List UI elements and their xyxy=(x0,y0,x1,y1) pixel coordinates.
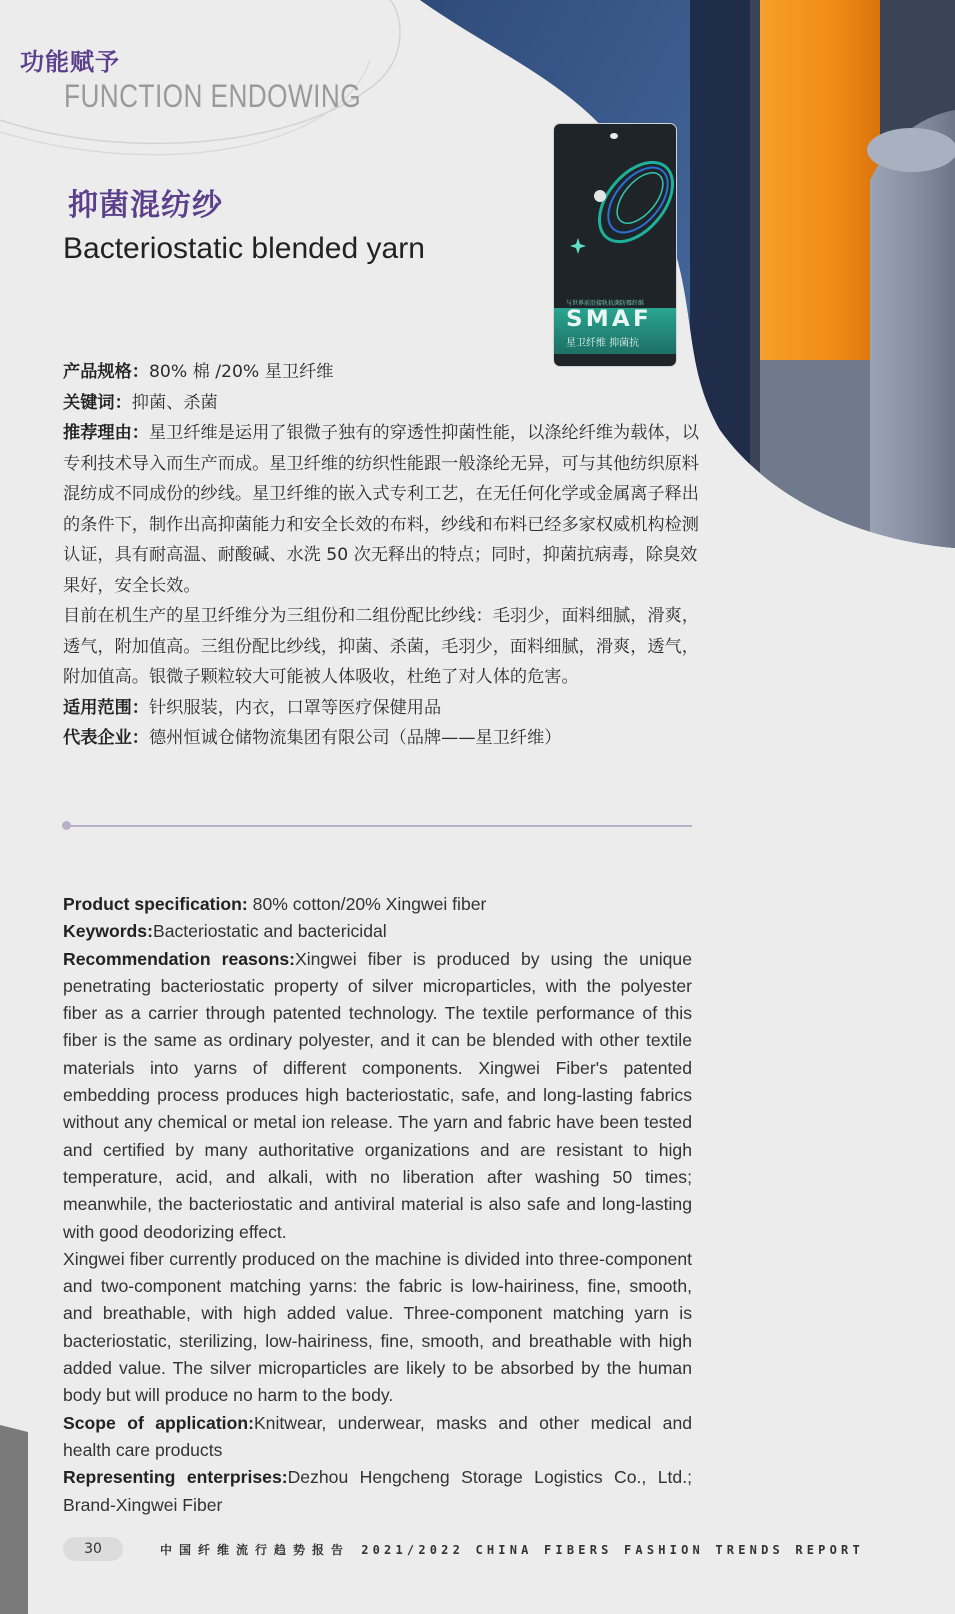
chinese-description xyxy=(63,357,703,754)
cn-current: 目前在机生产的星卫纤维分为三组份和二组份配比纱线：毛羽少，面料细腻，滑爽，透气，附加值高。三组份配比纱线，抑菌、杀菌，毛羽少，面料细腻，滑爽，透气，附加值高。银微子颗粒较大可能被人体吸收，杜绝了对人体的危害。 xyxy=(63,606,699,687)
hangtag-small-text: 与世界前沿接轨抗菌防霉纤维 xyxy=(566,300,645,307)
footer-report-title xyxy=(160,1541,864,1558)
en-keywords-label: Keywords: xyxy=(63,921,153,942)
cn-reason-value: 星卫纤维是运用了银微子独有的穿透性抑菌性能，以涤纶纤维为载体，以专利技术导入而生产而成。星卫纤维的纺织性能跟一般涤纶无异，可与其他纺织原料混纺成不同成份的纱线。星卫纤维的嵌入式专利工艺，在无任何化学或金属离子释出的条件下，制作出高抑菌能力和安全长效的布料，纱线和布料已经多家权威机构检测认证，具有耐高温、耐酸碱、水洗 50 次无释出的特点；同时，抑菌抗病毒，除臭效果好，安全长效。 xyxy=(63,423,699,596)
cn-spec-label: 产品规格： xyxy=(63,362,149,382)
en-spec-value: 80% cotton/20% Xingwei fiber xyxy=(247,894,487,914)
product-title-en: Bacteriostatic blended yarn xyxy=(63,232,425,265)
footer-report-cn: 中国纤维流行趋势报告 xyxy=(160,1543,351,1557)
en-enterprise-label: Representing enterprises: xyxy=(63,1467,288,1488)
product-title-cn: 抑菌混纺纱 xyxy=(68,188,223,223)
hangtag-sub: 星卫纤维 抑菌抗 xyxy=(566,338,640,349)
cn-spec xyxy=(63,357,703,388)
en-keywords-value: Bacteriostatic and bactericidal xyxy=(152,921,387,942)
divider-dot xyxy=(62,821,71,830)
cn-scope xyxy=(63,693,703,724)
hangtag-logo: SMAF xyxy=(566,307,652,332)
footer-report-en: 2021/2022 CHINA FIBERS FASHION TRENDS REPORT xyxy=(361,1543,864,1557)
cn-enterprise-label: 代表企业： xyxy=(63,728,149,748)
cn-scope-value: 针织服装，内衣，口罩等医疗保健用品 xyxy=(148,697,442,718)
en-spec-label: Product specification: xyxy=(63,894,248,914)
en-scope-value: Knitwear, underwear, masks and other medical and health care products xyxy=(63,1412,693,1460)
cn-keywords xyxy=(63,388,703,419)
en-enterprise-value: Dezhou Hengcheng Storage Logistics Co., Ltd.; Brand-Xingwei Fiber xyxy=(63,1467,692,1515)
cn-spec-value: 80% 棉 /20% 星卫纤维 xyxy=(148,362,334,382)
page-number: 30 xyxy=(84,1541,102,1557)
side-bar xyxy=(0,1425,28,1614)
en-reason xyxy=(63,946,692,1246)
hangtag-swirl-graphic xyxy=(554,124,676,304)
english-description xyxy=(63,891,692,1519)
cn-reason-label: 推荐理由： xyxy=(63,423,149,443)
cn-enterprise xyxy=(63,723,703,754)
cn-reason xyxy=(63,418,703,601)
en-keywords xyxy=(63,918,692,945)
en-spec xyxy=(63,891,692,918)
section-divider xyxy=(64,825,692,827)
cn-enterprise-value: 德州恒诚仓储物流集团有限公司（品牌——星卫纤维） xyxy=(148,728,562,748)
en-enterprise xyxy=(63,1464,692,1519)
en-scope-label: Scope of application: xyxy=(63,1412,254,1433)
en-reason-label: Recommendation reasons: xyxy=(63,948,295,969)
section-title-cn: 功能赋予 xyxy=(20,48,120,76)
en-reason-value: Xingwei fiber is produced by using the unique penetrating bacteriostatic property of silver microparticles, with the polyester fiber as a carrier through patented technology. The textile performance of this fiber is the same as ordinary polyester, and it can be blended with other textile materials into yarns of different components. Xingwei Fiber's patented embedding process produces high bacteriostatic, safe, and long-lasting fabrics without any chemical or metal ion release. The yarn and fabric have been tested and certified by many authoritative organizations and are resistant to high temperature, acid, and alkali, with no liberation after washing 50 times; meanwhile, the bacteriostatic and antiviral material is also safe and long-lasting with good deodorizing effect. xyxy=(63,948,692,1242)
cn-scope-label: 适用范围： xyxy=(63,697,149,718)
en-scope xyxy=(63,1410,692,1465)
cn-keywords-value: 抑菌、杀菌 xyxy=(131,392,218,413)
en-current: Xingwei fiber currently produced on the machine is divided into three-component and two-component matching yarns: the fabric is low-hairiness, fine, smooth, and breathable, with high added value. Three-component matching yarn is bacteriostatic, sterilizing, low-hairiness, fine, smooth, and breathable with high added value. The silver microparticles are likely to be absorbed by the human body but will produce no harm to the body. xyxy=(63,1248,692,1406)
product-hangtag xyxy=(554,124,676,366)
section-title-en: FUNCTION ENDOWING xyxy=(64,78,362,114)
cn-keywords-label: 关键词： xyxy=(63,392,132,413)
